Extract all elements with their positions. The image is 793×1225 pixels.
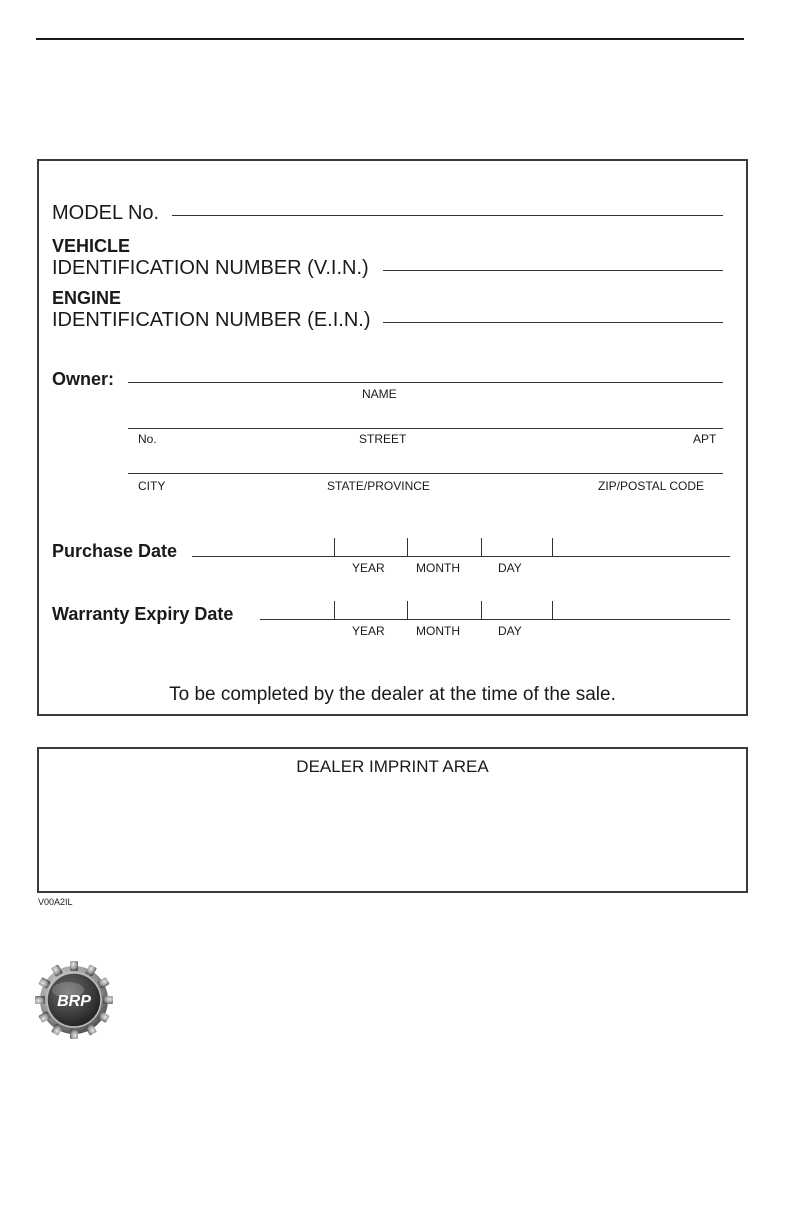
ein-line[interactable]	[383, 322, 723, 323]
warranty-expiry-label: Warranty Expiry Date	[52, 604, 234, 624]
purchase-date-label: Purchase Date	[52, 541, 178, 561]
purchase-date-line[interactable]	[192, 556, 730, 557]
apt-caption: APT	[693, 432, 717, 446]
engine-heading: ENGINE	[52, 288, 122, 308]
model-label: MODEL No.	[52, 202, 160, 224]
warranty-tick-2	[407, 601, 408, 619]
top-rule	[36, 38, 744, 40]
name-caption: NAME	[362, 387, 397, 401]
warranty-expiry-line[interactable]	[260, 619, 730, 620]
zip-caption: ZIP/POSTAL CODE	[598, 479, 705, 493]
purchase-tick-3	[481, 538, 482, 556]
warranty-day-caption: DAY	[498, 624, 522, 638]
purchase-tick-2	[407, 538, 408, 556]
dealer-imprint-title: DEALER IMPRINT AREA	[296, 757, 489, 776]
state-caption: STATE/PROVINCE	[327, 479, 430, 493]
no-caption: No.	[138, 432, 157, 446]
warranty-year-caption: YEAR	[352, 624, 385, 638]
purchase-year-caption: YEAR	[352, 561, 385, 575]
vin-line[interactable]	[383, 270, 723, 271]
warranty-month-caption: MONTH	[416, 624, 460, 638]
figure-code: V00A2IL	[38, 897, 73, 907]
city-caption: CITY	[138, 479, 166, 493]
vehicle-heading: VEHICLE	[52, 236, 131, 256]
brp-gear-logo-icon	[34, 960, 114, 1040]
purchase-tick-1	[334, 538, 335, 556]
ein-label: IDENTIFICATION NUMBER (E.I.N.)	[52, 309, 371, 331]
street-caption: STREET	[359, 432, 407, 446]
model-number-line[interactable]	[172, 215, 723, 216]
brp-logo-text: BRP	[57, 993, 91, 1010]
warranty-tick-4	[552, 601, 553, 619]
city-line[interactable]	[128, 473, 723, 474]
street-line[interactable]	[128, 428, 723, 429]
purchase-day-caption: DAY	[498, 561, 522, 575]
purchase-month-caption: MONTH	[416, 561, 460, 575]
vin-label: IDENTIFICATION NUMBER (V.I.N.)	[52, 257, 369, 279]
warranty-tick-1	[334, 601, 335, 619]
owner-name-line[interactable]	[128, 382, 723, 383]
purchase-tick-4	[552, 538, 553, 556]
owner-label: Owner:	[52, 369, 115, 389]
warranty-tick-3	[481, 601, 482, 619]
footer-note: To be completed by the dealer at the time of the sale.	[169, 684, 616, 705]
